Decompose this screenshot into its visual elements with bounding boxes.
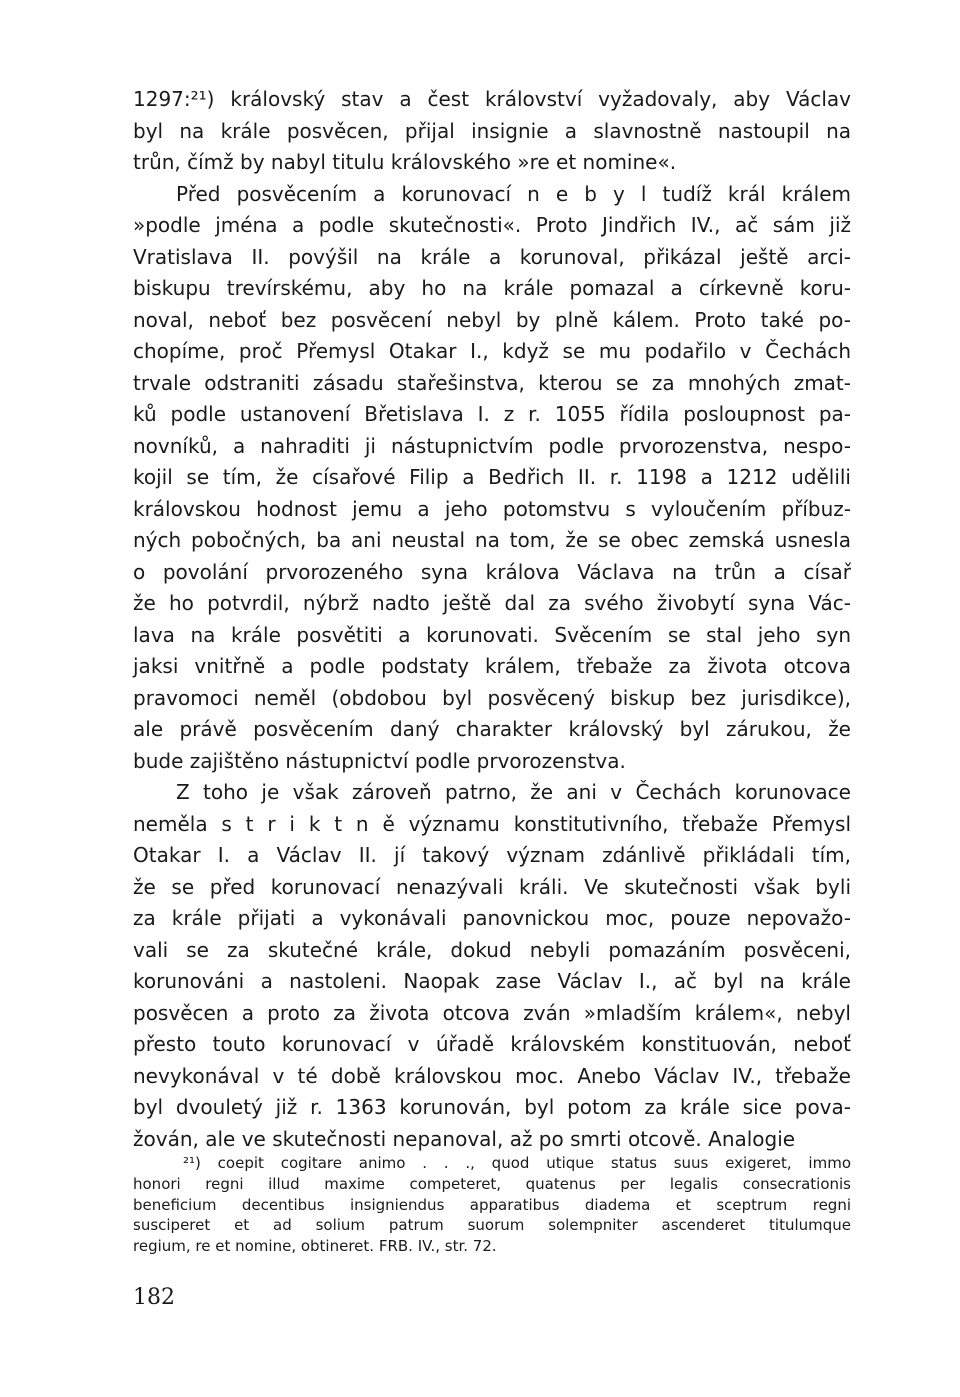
text-line: trvale odstraniti zásadu stařešinstva, kterou se za mnohých zmat- — [133, 370, 851, 395]
text-line: nevykonával v té době královskou moc. Anebo Václav IV., třebaže — [133, 1063, 851, 1088]
text-line: biskupu trevírskému, aby ho na krále pomazal a církevně koru- — [133, 276, 851, 300]
text-line: bude zajištěno nástupnictví podle prvorozenstva. — [133, 748, 626, 773]
text-line: ných pobočných, ba ani neustal na tom, že se obec zemská usnesla — [133, 528, 851, 552]
text-line: za krále přijati a vykonávali panovnickou moc, pouze nepovažo- — [133, 906, 851, 930]
main-text — [133, 84, 851, 1155]
footnote-line: ²¹) coepit cogitare animo . . ., quod utique status suus exigeret, immo — [183, 1154, 851, 1172]
text-line: byl dvouletý již r. 1363 korunován, byl potom za krále sice pova- — [133, 1095, 851, 1119]
text-line: pravomoci neměl (obdobou byl posvěcený biskup bez jurisdikce), — [133, 685, 851, 710]
text-line: ků podle ustanovení Břetislava I. z r. 1055 řídila posloupnost pa- — [133, 402, 851, 426]
footnote-line: regium, re et nomine, obtineret. FRB. IV., str. 72. — [133, 1237, 497, 1256]
text-line: že se před korunovací nenazývali králi. Ve skutečnosti však byli — [133, 874, 851, 899]
text-line: vali se za skutečné krále, dokud nebyli pomazáním posvěceni, — [133, 937, 851, 962]
text-line: noval, neboť bez posvěcení nebyl by plně kálem. Proto také po- — [133, 307, 851, 332]
text-line: žován, ale ve skutečnosti nepanoval, až po smrti otcově. Analogie — [133, 1126, 796, 1151]
text-line: 1297:²¹) královský stav a čest království vyžadovaly, aby Václav — [133, 87, 851, 111]
text-line: Otakar I. a Václav II. jí takový význam zdánlivě přikládali tím, — [133, 843, 851, 867]
footnote-line: susciperet et ad solium patrum suorum solempniter ascenderet titulumque — [133, 1216, 851, 1235]
footnote-line: beneficium decentibus insigniendus apparatibus diadema et sceptrum regni — [133, 1195, 851, 1214]
text-line: Vratislava II. povýšil na krále a korunoval, přikázal ještě arci- — [133, 244, 851, 269]
text-line: byl na krále posvěcen, přijal insignie a slavnostně nastoupil na — [133, 118, 851, 143]
footnote-line: honori regni illud maxime competeret, quatenus per legalis consecrationis — [133, 1174, 851, 1193]
text-line: neměla s t r i k t n ě významu konstitutivního, třebaže Přemysl — [133, 811, 851, 836]
text-line: královskou hodnost jemu a jeho potomstvu s vyloučením příbuz- — [133, 496, 851, 521]
text-line: chopíme, proč Přemysl Otakar I., když se mu podařilo v Čechách — [133, 339, 851, 363]
text-line: lava na krále posvětiti a korunovati. Svěcením se stal jeho syn — [133, 622, 851, 647]
text-line: ale právě posvěcením daný charakter královský byl zárukou, že — [133, 717, 851, 741]
text-line: jaksi vnitřně a podle podstaty králem, třebaže za života otcova — [133, 654, 851, 678]
text-line: Z toho je však zároveň patrno, že ani v Čechách korunovace — [176, 780, 851, 804]
text-line: o povolání prvorozeného syna králova Václava na trůn a císař — [133, 559, 851, 584]
text-line: že ho potvrdil, nýbrž nadto ještě dal za svého živobytí syna Vác- — [133, 591, 851, 615]
page-number: 182 — [133, 1285, 175, 1310]
text-line: korunováni a nastoleni. Naopak zase Václav I., ač byl na krále — [133, 969, 851, 993]
text-line: »podle jména a podle skutečnosti«. Proto Jindřich IV., ač sám již — [133, 213, 851, 237]
text-line: přesto touto korunovací v úřadě královském konstituován, neboť — [133, 1032, 851, 1056]
footnote — [133, 1153, 851, 1257]
text-line: kojil se tím, že císařové Filip a Bedřich II. r. 1198 a 1212 udělili — [133, 465, 851, 489]
text-line: posvěcen a proto za života otcova zván »mladším králem«, nebyl — [133, 1000, 851, 1025]
text-line: novníků, a nahraditi ji nástupnictvím podle prvorozenstva, nespo- — [133, 433, 851, 458]
text-line: Před posvěcením a korunovací n e b y l tudíž král králem — [176, 181, 851, 206]
text-line: trůn, čímž by nabyl titulu královského »re et nomine«. — [133, 150, 677, 174]
